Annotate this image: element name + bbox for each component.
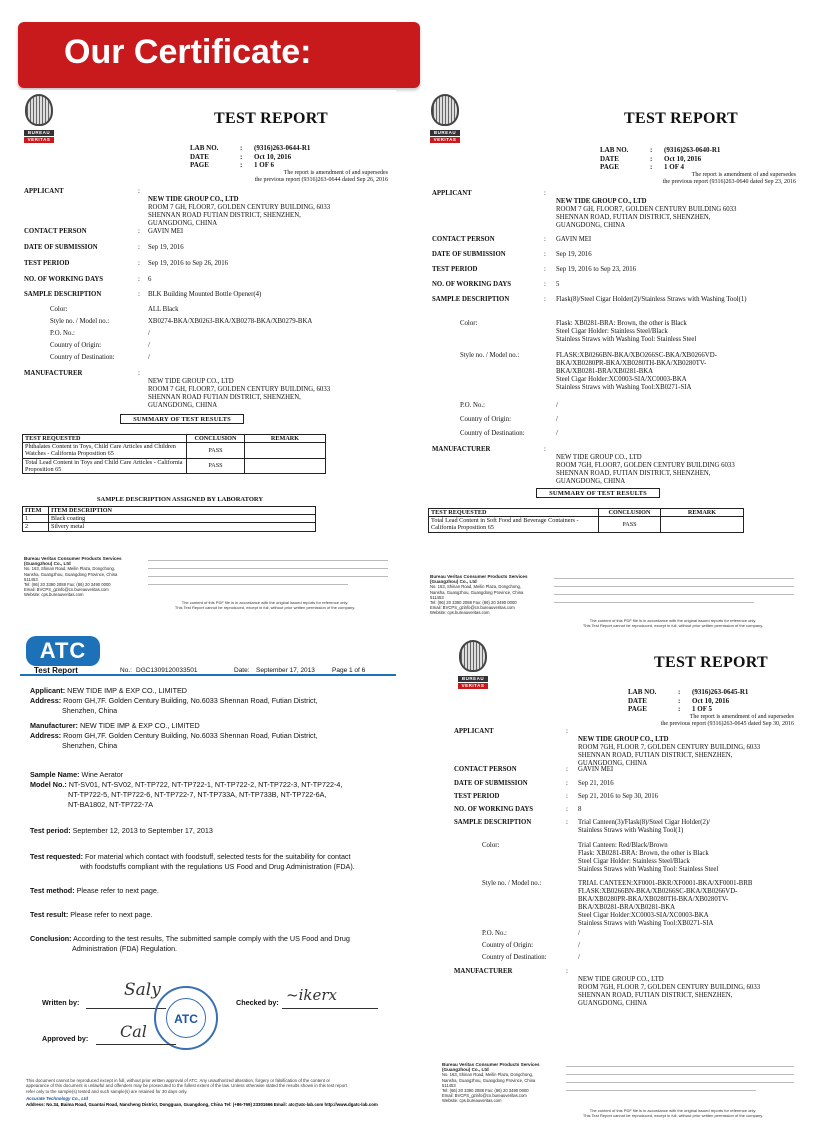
summary-table: TEST REQUESTED CONCLUSION REMARK Phthalates Content in Toys, Child Care Articles and Children Watches - California Proposition 65 PASS Total Lead Content in Toys and Child Care Articles - California Proposition 65 PASS <box>22 434 326 474</box>
bv-footer: Bureau Veritas Consumer Products Services (Guangzhou) Co., Ltd No. 163, Shinan Road, Meilin Plaza, Dongchong, Nansha, Guangzhou, Guangdong Province, China 511453 Tel: (86) 20 3390 2088 Fax: (86) 20 3490 0000 Email: BVCPS_gzinfo@cn.bureauveritas.com Website: cps.bureauveritas.com <box>430 574 528 616</box>
sample-description-row: SAMPLE DESCRIPTION : Trial Canteen(3)/Flask(8)/Steel Cigar Holder(2)/ Stainless Straws with Washing Tool(1) <box>454 819 711 834</box>
summary-table: TEST REQUESTED CONCLUSION REMARK Total Lead Content in Soft Food and Beverage Containers - California Proposition 65 PASS <box>428 508 744 533</box>
color-row: Color: ALL Black <box>50 306 179 313</box>
table-row: Total Lead Content in Soft Food and Beverage Containers - California Proposition 65 PASS <box>429 517 744 532</box>
bv-test-report-2 <box>424 90 800 630</box>
footer-note: The content of this PDF file is in accordance with the original issued reports for reference only. This Test Report cannot be reproduced, except in full, without prior written permission of the company. <box>174 600 356 610</box>
applicant-row: APPLICANT : NEW TIDE GROUP CO., LTD ROOM 7 GH, FLOOR7, GOLDEN CENTURY BUILDING, 6033 SHENNAN ROAD FUTIAN DISTRICT, SHENZHEN, GUANGDONG, CHINA <box>24 188 331 227</box>
bv-test-report-3 <box>424 630 800 1124</box>
signature-approved: Cal <box>120 1022 147 1041</box>
bureau-veritas-logo: BUREAU VERITAS <box>458 640 488 696</box>
submission-row: DATE OF SUBMISSION : Sep 21, 2016 <box>454 780 614 787</box>
contact-row: CONTACT PERSON : GAVIN MEI <box>432 236 592 243</box>
report-header: LAB NO. : (9316)263-0644-R1 DATE : Oct 10, 2016 PAGE : 1 OF 6 <box>190 144 311 169</box>
amendment-note: The report is amendment of and supersedes the previous report (9316)263-0640 dated Sep 23, 2016 <box>662 172 796 185</box>
bv-test-report-1 <box>20 90 396 618</box>
sample-description-row: SAMPLE DESCRIPTION : Flask(8)/Steel Cigar Holder(2)/Stainless Straws with Washing Tool(1) <box>432 296 747 303</box>
atc-test-report <box>20 630 396 1124</box>
test-period-row: TEST PERIOD : Sep 19, 2016 to Sep 23, 2016 <box>432 266 637 273</box>
atc-footer: This document cannot be reproduced except in full, without prior written approval of ATC. Any unauthorized alteration, forgery or falsification of the content or appearance of this document is unlawful and offenders may be prosecuted to the fullest extent of the law. Unless otherwise stated the results shown in this test report refer only to the sample(s) tested and such sample(s) are retained for 30 days only. Accurate Technology Co., Ltd Address: No.34, Baima Road, Guantai Road, Nancheng District, Dongguan, Guangdong, China Tel: (+86-769) 23301666 Email: atc@atc-lab.com http://www.dgatc-lab.com <box>26 1078 378 1107</box>
report-header: LAB NO. : (9316)263-0645-R1 DATE : Oct 10, 2016 PAGE : 1 OF 5 <box>628 688 749 713</box>
bureau-veritas-logo: BUREAU VERITAS <box>24 94 54 150</box>
atc-period: Test period: September 12, 2013 to September 17, 2013 <box>30 826 213 835</box>
atc-result: Test result: Please refer to next page. <box>30 910 153 919</box>
approved-by-label: Approved by: <box>42 1034 89 1043</box>
test-period-row: TEST PERIOD : Sep 19, 2016 to Sep 26, 2016 <box>24 260 229 267</box>
report-title: TEST REPORT <box>654 654 769 671</box>
signature-written: Saly <box>124 980 161 1000</box>
color-row: Color: Flask: XB0281-BRA: Brown, the other is Black Steel Cigar Holder: Stainless Steel/Black Stainless Straws with Washing Tool: Stainless Steel <box>460 320 697 343</box>
bv-footer: Bureau Veritas Consumer Products Services (Guangzhou) Co., Ltd No. 163, Shinan Road, Meilin Plaza, Dongchong, Nansha, Guangzhou, Guangdong Province, China 511453 Tel: (86) 20 3390 2088 Fax: (86) 20 3490 0000 Email: BVCPS_gzinfo@cn.bureauveritas.com Website: cps.bureauveritas.com <box>24 556 122 598</box>
style-row: Style no. / Model no.: TRIAL CANTEEN:XF0001-BKR/XF0001-BKA/XF0001-BRB FLASK:XB0266BN-BKA/XB0266SC-BKA/XB0266VD- BKA/XB0280PR-BKA/XB0280TH-BKA/XB0280TV- BKA/XB0281-BRA/XB0281-BKA Steel Cigar Holder:XC0003-SIA/XC0003-BKA Stainless Straws with Washing Tool:XB0271-SIA <box>482 880 753 927</box>
po-row: P.O. No.: / <box>482 930 580 937</box>
table-row: 1 Black coating <box>23 515 316 523</box>
applicant-row: APPLICANT : NEW TIDE GROUP CO., LTD ROOM 7 GH, FLOOR7, GOLDEN CENTURY BUILDING 6033 SHENNAN ROAD, FUTIAN DISTRICT, SHENZHEN, GUANGDONG, CHINA <box>432 190 737 229</box>
sample-assigned-title: SAMPLE DESCRIPTION ASSIGNED BY LABORATORY <box>96 496 264 503</box>
style-row: Style no. / Model no.: FLASK:XB0266BN-BKA/XBO266SC-BKA/XB0266VD- BKA/XB0280PR-BKA/XB0280TH-BKA/XB0280TV- BKA/XB0281-BRA/XB0281-BKA Steel Cigar Holder:XC0003-SIA/XC0003-BKA Stainless Straws with Washing Tool:XB0271-SIA <box>460 352 717 391</box>
submission-row: DATE OF SUBMISSION : Sep 19, 2016 <box>432 251 592 258</box>
report-title: TEST REPORT <box>214 110 329 127</box>
destination-row: Country of Destination: / <box>482 954 580 961</box>
manufacturer-row: MANUFACTURER : NEW TIDE GROUP CO., LTD ROOM 7GH, FLOOR 7, GOLDEN CENTURY BUILDING, 6033 SHENNAN ROAD, FUTIAN DISTRICT, SHENZHEN, GUANGDONG, CHINA <box>454 968 761 1007</box>
atc-method: Test method: Please refer to next page. <box>30 886 159 895</box>
summary-title: SUMMARY OF TEST RESULTS <box>536 488 660 498</box>
table-row: Phthalates Content in Toys, Child Care Articles and Children Watches - California Proposition 65 PASS <box>23 443 326 458</box>
sample-description-row: SAMPLE DESCRIPTION : BLK Building Mounted Bottle Opener(4) <box>24 291 262 298</box>
footer-note: The content of this PDF file is in accordance with the original issued reports for reference only. This Test Report cannot be reproduced, except in full, without prior written permission of the company. <box>582 618 764 628</box>
style-row: Style no. / Model no.: XB0274-BKA/XB0263-BKA/XB0278-BKA/XB0279-BKA <box>50 318 313 325</box>
submission-row: DATE OF SUBMISSION : Sep 19, 2016 <box>24 244 184 251</box>
origin-row: Country of Origin: / <box>460 416 558 423</box>
atc-applicant: Applicant: NEW TIDE IMP & EXP CO., LIMITED Address: Room GH,7F. Golden Century Building, No.6033 Shennan Road, Futian District, Shenzhen, China Manufacturer: NEW TIDE IMP & EXP CO., LIMITED Address: Room GH,7F. Golden Century Building, No.6033 Shennan Road, Futian District, Shenzhen, China <box>30 686 318 750</box>
applicant-row: APPLICANT : NEW TIDE GROUP CO., LTD ROOM 7GH, FLOOR 7, GOLDEN CENTURY BUILDING, 6033 SHENNAN ROAD, FUTIAN DISTRICT, SHENZHEN, GUANGDONG, CHINA <box>454 728 761 767</box>
table-row: 2 Silvery metal <box>23 523 316 531</box>
atc-sample: Sample Name: Wine Aerator Model No.: NT-SV01, NT-SV02, NT-TP722, NT-TP722-1, NT-TP722-2, NT-TP722-3, NT-TP722-4, NT-TP722-5, NT-TP722-6, NT-TP722-7, NT-TP733A, NT-TP733B, NT-TP722-6A, NT-BA1802, NT-TP722-7A <box>30 770 343 809</box>
atc-conclusion: Conclusion: According to the test results, The submitted sample comply with the US Food and Drug Administration (FDA) Regulation. <box>30 934 350 953</box>
atc-header: Test Report No.: DGC1309120033501 Date: September 17, 2013 Page 1 of 6 <box>34 666 366 675</box>
atc-requested: Test requested: For material which contact with foodstuff, selected tests for the suitability for contact with foodstuffs compliant with the regulations US Food and Drug Administration (FDA). <box>30 852 355 871</box>
report-header: LAB NO. : (9316)263-0640-R1 DATE : Oct 10, 2016 PAGE : 1 OF 4 <box>600 146 721 171</box>
footer-note: The content of this PDF file is in accordance with the original issued reports for reference only. This Test Report cannot be reproduced, except in full, without prior written permission of the company. <box>582 1108 764 1118</box>
checked-by-label: Checked by: <box>236 998 279 1007</box>
bureau-veritas-logo: BUREAU VERITAS <box>430 94 460 150</box>
atc-logo: ATC <box>26 636 100 666</box>
po-row: P.O. No.: / <box>50 330 150 337</box>
signature-checked: ~ikerx <box>286 986 337 1004</box>
test-period-row: TEST PERIOD : Sep 21, 2016 to Sep 30, 2016 <box>454 793 659 800</box>
destination-row: Country of Destination: / <box>460 430 558 437</box>
working-days-row: NO. OF WORKING DAYS : 8 <box>454 806 582 813</box>
origin-row: Country of Origin: / <box>50 342 150 349</box>
report-title: TEST REPORT <box>624 110 739 127</box>
origin-row: Country of Origin: / <box>482 942 580 949</box>
amendment-note: The report is amendment of and supersedes the previous report (9316)263-0645 dated Sep 30, 2016 <box>660 714 794 727</box>
bv-footer: Bureau Veritas Consumer Products Services (Guangzhou) Co., Ltd No. 163, Shinan Road, Meilin Plaza, Dongchong, Nansha, Guangzhou, Guangdong Province, China 511453 Tel: (86) 20 3390 2088 Fax: (86) 20 3490 0000 Email: BVCPS_gzinfo@cn.bureauveritas.com Website: cps.bureauveritas.com <box>442 1062 540 1104</box>
po-row: P.O. No.: / <box>460 402 558 409</box>
summary-title: SUMMARY OF TEST RESULTS <box>120 414 244 424</box>
color-row: Color: Trial Canteen: Red/Black/Brown Flask: XB0281-BRA: Brown, the other is Black Steel Cigar Holder: Stainless Steel/Black Stainless Straws with Washing Tool: Stainless Steel <box>482 842 719 873</box>
banner-title: Our Certificate: <box>64 33 312 71</box>
items-table: ITEM ITEM DESCRIPTION 1 Black coating 2 Silvery metal <box>22 506 316 532</box>
working-days-row: NO. OF WORKING DAYS : 6 <box>24 276 152 283</box>
amendment-note: The report is amendment of and supersedes the previous report (9316)263-0644 dated Sep 26, 2016 <box>254 170 388 183</box>
manufacturer-row: MANUFACTURER : NEW TIDE GROUP CO., LTD ROOM 7 GH, FLOOR7, GOLDEN CENTURY BUILDING, 6033 SHENNAN ROAD FUTIAN DISTRICT, SHENZHEN, GUANGDONG, CHINA <box>24 370 331 409</box>
working-days-row: NO. OF WORKING DAYS : 5 <box>432 281 560 288</box>
table-row: Total Lead Content in Toys and Child Care Articles - California Proposition 65 PASS <box>23 458 326 473</box>
destination-row: Country of Destination: / <box>50 354 150 361</box>
certificate-banner <box>18 22 420 88</box>
manufacturer-row: MANUFACTURER : NEW TIDE GROUP CO., LTD ROOM 7GH, FLOOR7, GOLDEN CENTURY BUILDING 6033 SHENNAN ROAD, FUTIAN DISTRICT, SHENZHEN, GUANGDONG, CHINA <box>432 446 735 485</box>
atc-seal: ATC <box>154 986 218 1050</box>
written-by-label: Written by: <box>42 998 80 1007</box>
contact-row: CONTACT PERSON : GAVIN MEI <box>454 766 614 773</box>
contact-row: CONTACT PERSON : GAVIN MEI <box>24 228 184 235</box>
